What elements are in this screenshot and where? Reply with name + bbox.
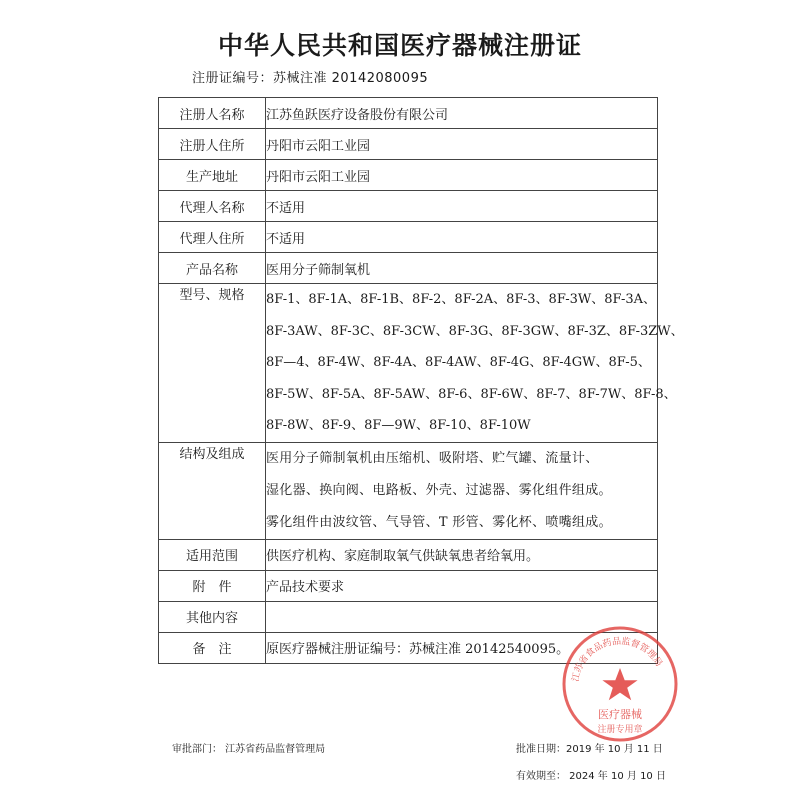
attachment-label: 附 件 xyxy=(159,570,266,601)
seal-bottom-text: 注册专用章 xyxy=(597,725,643,735)
registrant-value: 江苏鱼跃医疗设备股份有限公司 xyxy=(266,98,658,129)
table-row xyxy=(159,160,658,191)
certificate-table xyxy=(158,97,684,664)
model-line: 8F-3AW、8F-3C、8F-3CW、8F-3G、8F-3GW、8F-3Z、8F-3ZW、 xyxy=(266,323,684,339)
production-address-label: 生产地址 xyxy=(159,160,266,191)
composition-line: 雾化组件由波纹管、气导管、T 形管、雾化杯、喷嘴组成。 xyxy=(266,514,612,530)
registrant-label: 注册人名称 xyxy=(159,98,266,129)
agent-address-value: 不适用 xyxy=(266,222,658,253)
table-row xyxy=(159,191,658,222)
table-row xyxy=(159,253,658,284)
approval-department: 审批部门： 江苏省药品监督管理局 xyxy=(172,744,326,755)
agent-address-label: 代理人住所 xyxy=(159,222,266,253)
model-line: 8F-5W、8F-5A、8F-5AW、8F-6、8F-6W、8F-7、8F-7W、8F-8、 xyxy=(266,386,677,402)
product-name-label: 产品名称 xyxy=(159,253,266,284)
table-row xyxy=(159,570,658,601)
table-row xyxy=(159,284,658,443)
agent-name-label: 代理人名称 xyxy=(159,191,266,222)
expiry-date: 有效期至： 2024 年 10 月 10 日 xyxy=(516,771,666,782)
table-row xyxy=(159,442,658,539)
scope-value: 供医疗机构、家庭制取氧气供缺氧患者给氧用。 xyxy=(266,539,658,570)
model-line: 8F-8W、8F-9、8F—9W、8F-10、8F-10W xyxy=(266,418,531,433)
model-line: 8F-1、8F-1A、8F-1B、8F-2、8F-2A、8F-3、8F-3W、8F-3A、 xyxy=(266,292,657,307)
table-row xyxy=(159,539,658,570)
model-label: 型号、规格 xyxy=(159,284,266,443)
remarks-value: 原医疗器械注册证编号：苏械注准 20142540095。 xyxy=(266,632,658,663)
composition-text xyxy=(266,442,658,539)
registrant-address-value: 丹阳市云阳工业园 xyxy=(266,129,658,160)
scope-label: 适用范围 xyxy=(159,539,266,570)
other-label: 其他内容 xyxy=(159,601,266,632)
official-seal xyxy=(560,624,680,744)
table-row xyxy=(159,222,658,253)
remarks-label: 备 注 xyxy=(159,632,266,663)
product-name-value: 医用分子筛制氧机 xyxy=(266,253,658,284)
model-list xyxy=(266,284,684,443)
star-icon xyxy=(602,668,637,700)
page-title: 中华人民共和国医疗器械注册证 xyxy=(217,31,582,60)
agent-name-value: 不适用 xyxy=(266,191,658,222)
production-address-value: 丹阳市云阳工业园 xyxy=(266,160,658,191)
model-line: 8F—4、8F-4W、8F-4A、8F-4AW、8F-4G、8F-4GW、8F-5、 xyxy=(266,355,651,370)
attachment-value: 产品技术要求 xyxy=(266,570,658,601)
table-row xyxy=(159,98,658,129)
approval-date: 批准日期：2019 年 10 月 11 日 xyxy=(516,744,663,755)
seal-top-text: 江苏省食品药品监督管理局 xyxy=(571,636,664,683)
registrant-address-label: 注册人住所 xyxy=(159,129,266,160)
composition-label: 结构及组成 xyxy=(159,442,266,539)
table-row xyxy=(159,129,658,160)
seal-mid-text: 医疗器械 xyxy=(598,708,642,721)
composition-line: 医用分子筛制氧机由压缩机、吸附塔、贮气罐、流量计、 xyxy=(266,450,599,466)
registration-number: 注册证编号：苏械注准 20142080095 xyxy=(192,71,429,86)
composition-line: 湿化器、换向阀、电路板、外壳、过滤器、雾化组件组成。 xyxy=(266,482,612,498)
